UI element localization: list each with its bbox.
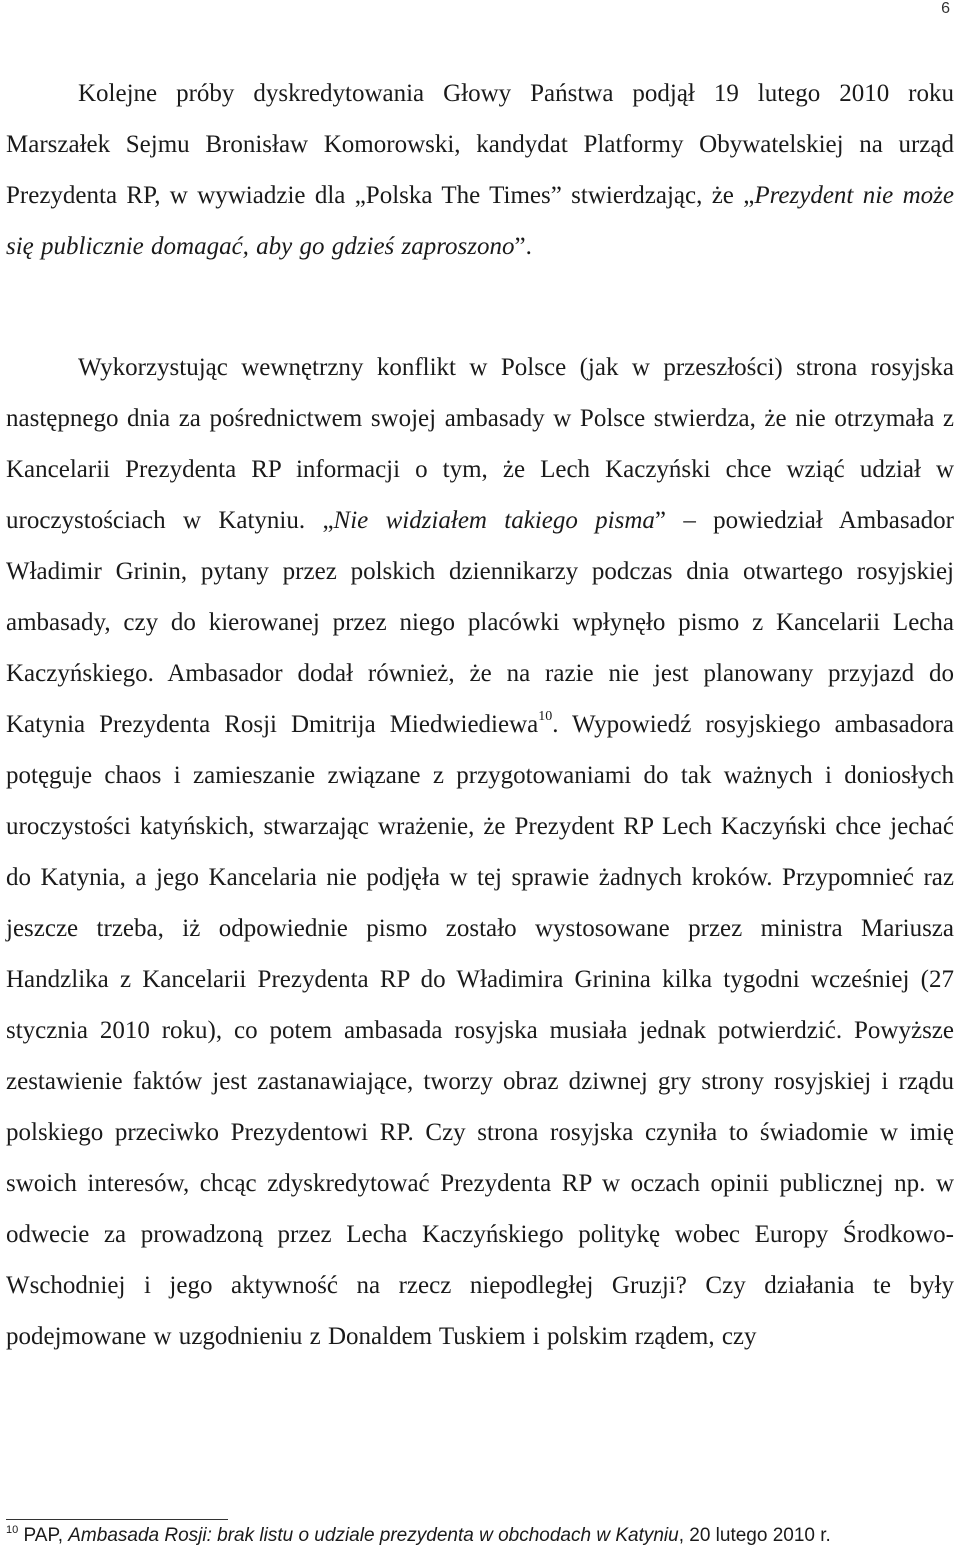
- text-run: . Wypowiedź rosyjskiego ambasadora potęguje chaos i zamieszanie związane z przygotowaniami do tak ważnych i doniosłych uroczystości katyńskich, stwarzając wrażenie, że Prezydent RP Lech Kaczyński chce jechać do Katynia, a jego Kancelaria nie podjęła w tej sprawie żadnych kroków. Przypomnieć raz jeszcze trzeba, iż odpowiednie pismo zostało wystosowane przez ministra Mariusza Handzlika z Kancelarii Prezydenta RP do Władimira Grinina kilka tygodni wcześniej (27 stycznia 2010 roku), co potem ambasada rosyjska musiała jednak potwierdzić. Powyższe zestawienie faktów jest zastanawiające, tworzy obraz dziwnej gry strony rosyjskiej i rządu polskiego przeciwko Prezydentowi RP. Czy strona rosyjska czyniła to świadomie w imię swoich interesów, chcąc zdyskredytować Prezydenta RP w oczach opinii publicznej np. w odwecie za prowadzoną przez Lecha Kaczyńskiego politykę wobec Europy Środkowo-Wschodniej i jego aktywność na rzecz niepodległej Gruzji? Czy działania te były podejmowane w uzgodnieniu z Donaldem Tuskiem i polskim rządem, czy: [6, 711, 954, 1350]
- text-run: Wykorzystując wewnętrzny konflikt w Polsce (jak w przeszłości) strona rosyjska następnego dnia za pośrednictwem swojej ambasady w Polsce stwierdza, że nie otrzymała z Kancelarii Prezydenta RP informacji o tym, że Lech Kaczyński chce wziąć udział w uroczystościach w Katyniu. „: [6, 354, 954, 534]
- text-run: ” – powiedział Ambasador Władimir Grinin, pytany przez polskich dziennikarzy podczas dnia otwartego rosyjskiej ambasady, czy do kierowanej przez niego placówki wpłynęło pismo z Kancelarii Lecha Kaczyńskiego. Ambasador dodał również, że na razie nie jest planowany przyjazd do Katynia Prezydenta Rosji Dmitrija Miedwiediewa: [6, 507, 954, 738]
- footnote-title: Ambasada Rosji: brak listu o udziale prezydenta w obchodach w Katyniu: [68, 1525, 679, 1546]
- text-run: ”.: [514, 233, 532, 260]
- footnote-ref: 10: [538, 709, 553, 724]
- footnote-separator: [6, 1519, 228, 1520]
- footnote: [6, 1524, 831, 1548]
- text-run: Kolejne próby dyskredytowania Głowy Państwa podjął 19 lutego 2010 roku Marszałek Sejmu Bronisław Komorowski, kandydat Platformy Obywatelskiej na urząd Prezydenta RP, w wywiadzie dla „Polska The Times” stwierdzając, że „: [6, 80, 954, 209]
- italic-quote: Nie widziałem takiego pisma: [333, 507, 655, 534]
- paragraph-2: [6, 342, 954, 1362]
- page-number: 6: [941, 0, 950, 17]
- footnote-number: 10: [6, 1524, 19, 1536]
- footnote-source: PAP,: [23, 1525, 69, 1546]
- italic-quote: Prezydent nie może się publicznie domagać, aby go gdzieś zaproszono: [6, 182, 954, 260]
- footnote-date: , 20 lutego 2010 r.: [678, 1525, 831, 1546]
- paragraph-1: [6, 68, 954, 272]
